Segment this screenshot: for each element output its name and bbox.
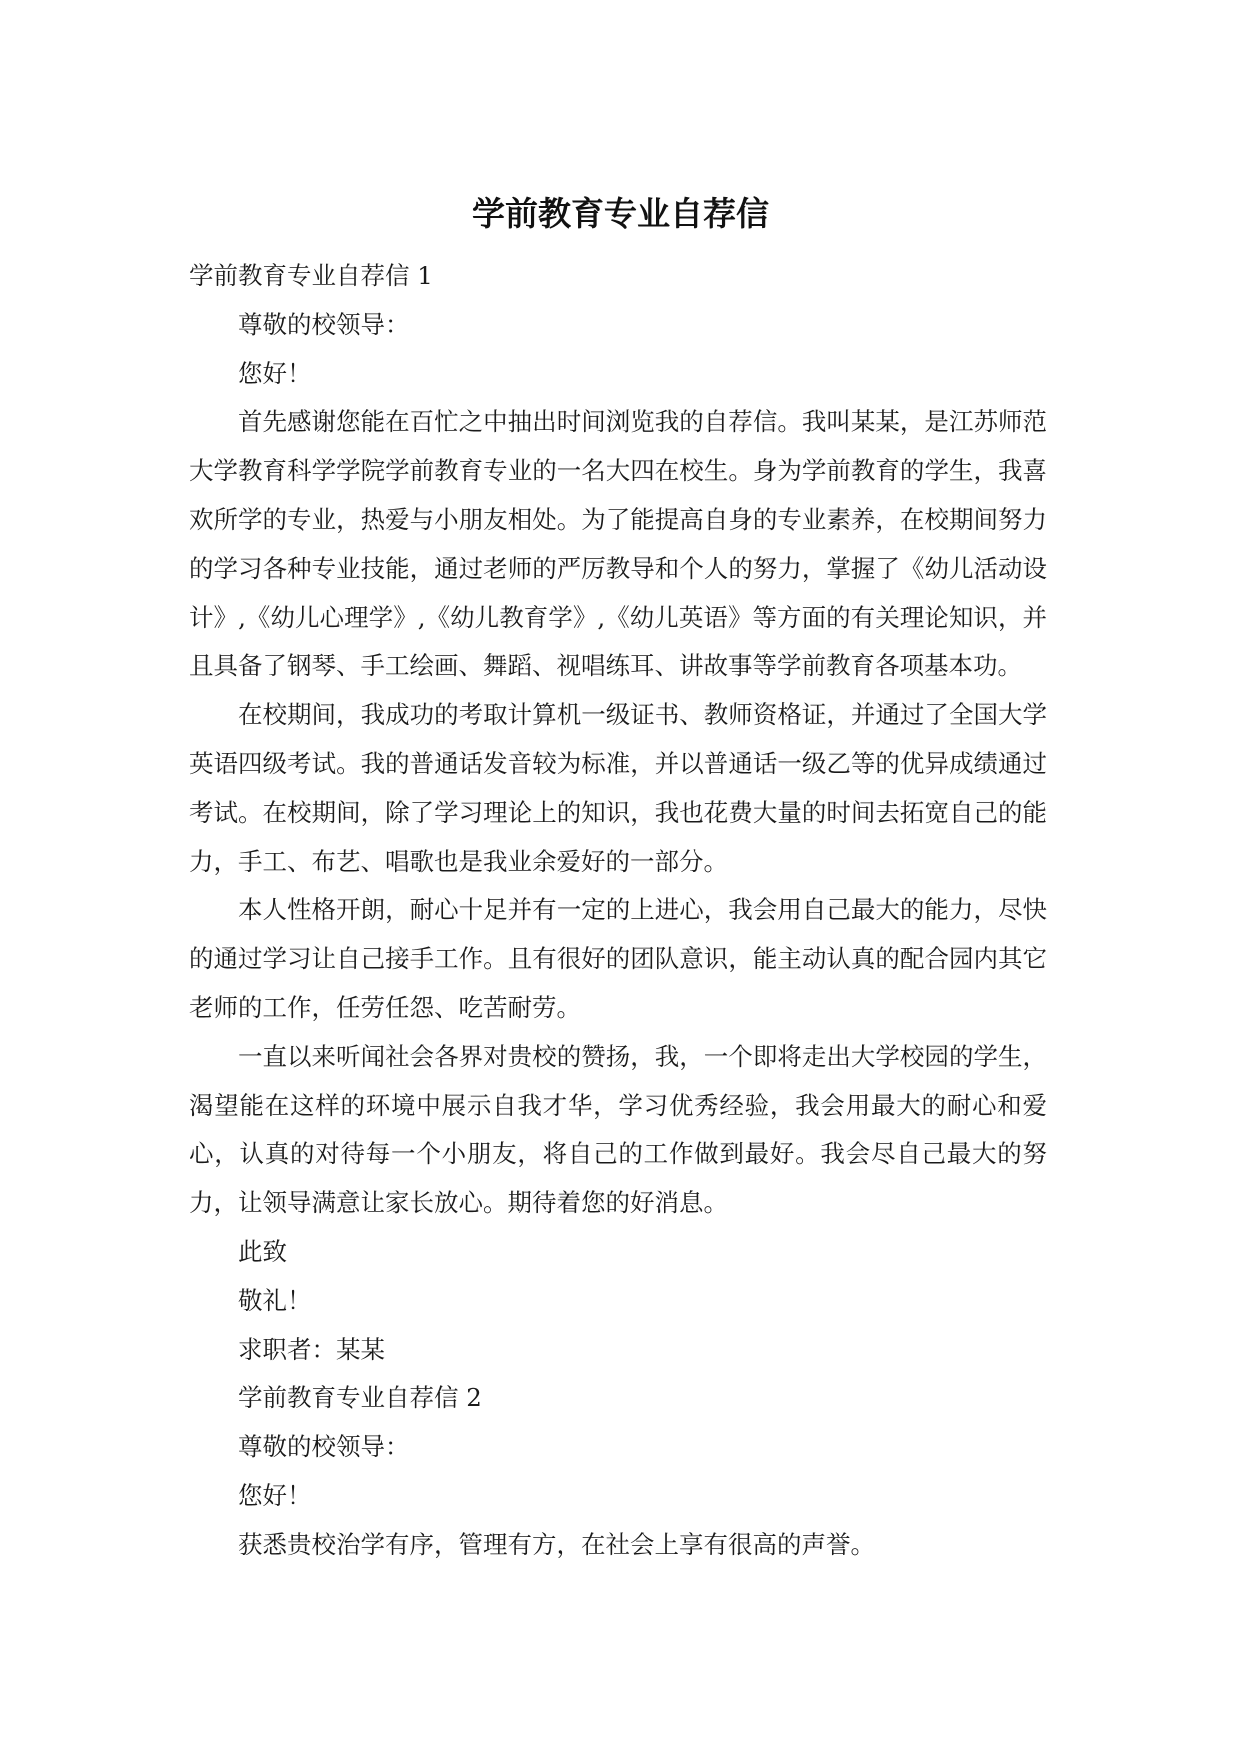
salutation: 尊敬的校领导： — [238, 309, 410, 339]
letter-heading: 学前教育专业自荐信 1 — [189, 261, 433, 290]
body-paragraph: 获悉贵校治学有序，管理有方，在社会上享有很高的声誉。 — [238, 1529, 875, 1559]
body-paragraph: 在校期间，我成功的考取计算机一级证书、教师资格证，并通过了全国大学英语四级考试。我的普通话发音较为标准，并以普通话一级乙等的优异成绩通过考试。在校期间，除了学习理论上的知识，我也花费大量的时间去拓宽自己的能力，手工、布艺、唱歌也是我业余爱好的一部分。 — [189, 700, 1047, 876]
body-paragraph: 本人性格开朗，耐心十足并有一定的上进心，我会用自己最大的能力，尽快的通过学习让自己接手工作。且有很好的团队意识，能主动认真的配合园内其它老师的工作，任劳任怨、吃苦耐劳。 — [189, 895, 1047, 1022]
greeting: 您好！ — [238, 1480, 312, 1510]
letter-heading: 学前教育专业自荐信 2 — [238, 1383, 482, 1413]
body-paragraph: 首先感谢您能在百忙之中抽出时间浏览我的自荐信。我叫某某，是江苏师范大学教育科学学院学前教育专业的一名大四在校生。身为学前教育的学生，我喜欢所学的专业，热爱与小朋友相处。为了能提高自身的专业素养，在校期间努力的学习各种专业技能，通过老师的严厉教导和个人的努力，掌握了《幼儿活动设计》,《幼儿心理学》,《幼儿教育学》,《幼儿英语》等方面的有关理论知识，并且具备了钢琴、手工绘画、舞蹈、视唱练耳、讲故事等学前教育各项基本功。 — [189, 407, 1047, 681]
document-body — [189, 252, 1047, 1570]
document-title: 学前教育专业自荐信 — [472, 194, 769, 233]
salutation: 尊敬的校领导： — [238, 1432, 410, 1462]
greeting: 您好！ — [238, 358, 312, 388]
body-paragraph: 一直以来听闻社会各界对贵校的赞扬，我，一个即将走出大学校园的学生，渴望能在这样的环境中展示自我才华，学习优秀经验，我会用最大的耐心和爱心，认真的对待每一个小朋友，将自己的工作做到最好。我会尽自己最大的努力，让领导满意让家长放心。期待着您的好消息。 — [189, 1041, 1047, 1218]
signature-line: 求职者：某某 — [238, 1334, 385, 1364]
closing-salute: 敬礼！ — [238, 1285, 312, 1315]
closing-line: 此致 — [238, 1236, 287, 1266]
